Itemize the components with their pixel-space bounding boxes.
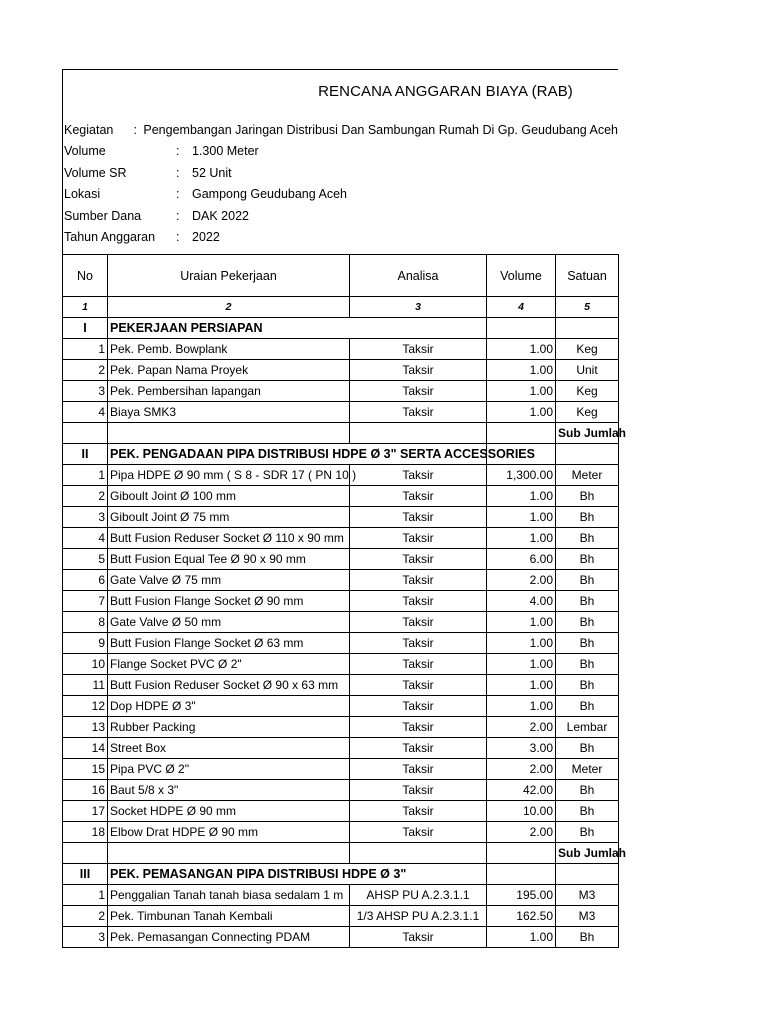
- item-analisa: Taksir: [350, 780, 487, 801]
- table-row: [63, 612, 619, 633]
- table-header: [63, 255, 619, 297]
- item-satuan: Bh: [556, 822, 619, 843]
- item-description: Elbow Drat HDPE Ø 90 mm: [108, 822, 350, 843]
- subtotal-cell: [63, 843, 108, 864]
- item-number: 13: [63, 717, 108, 738]
- item-satuan: Bh: [556, 780, 619, 801]
- meta-value: 52 Unit: [192, 165, 232, 180]
- table-row: [63, 570, 619, 591]
- item-satuan: Bh: [556, 696, 619, 717]
- section-cell: [556, 444, 619, 465]
- table-row: [63, 549, 619, 570]
- meta-row: [63, 141, 618, 163]
- item-satuan: Meter: [556, 465, 619, 486]
- item-volume: 1.00: [487, 339, 556, 360]
- item-volume: 1.00: [487, 486, 556, 507]
- table-row: [63, 402, 619, 423]
- item-description: Butt Fusion Reduser Socket Ø 110 x 90 mm: [108, 528, 350, 549]
- item-satuan: Bh: [556, 654, 619, 675]
- item-analisa: Taksir: [350, 822, 487, 843]
- item-analisa: Taksir: [350, 612, 487, 633]
- table-row: [63, 486, 619, 507]
- section-cell: [487, 864, 556, 885]
- item-volume: 1.00: [487, 696, 556, 717]
- item-volume: 10.00: [487, 801, 556, 822]
- item-number: 3: [63, 381, 108, 402]
- rab-sheet: [62, 69, 627, 948]
- item-analisa: Taksir: [350, 759, 487, 780]
- item-analisa: Taksir: [350, 570, 487, 591]
- subtotal-cell: [487, 423, 556, 444]
- table-row: [63, 465, 619, 486]
- item-description: Gate Valve Ø 75 mm: [108, 570, 350, 591]
- table-row: [63, 633, 619, 654]
- meta-key: Kegiatan: [64, 122, 114, 137]
- item-description: Dop HDPE Ø 3": [108, 696, 350, 717]
- item-description: Butt Fusion Equal Tee Ø 90 x 90 mm: [108, 549, 350, 570]
- item-volume: 2.00: [487, 570, 556, 591]
- item-number: 1: [63, 885, 108, 906]
- item-number: 2: [63, 360, 108, 381]
- item-volume: 1.00: [487, 402, 556, 423]
- item-satuan: Keg: [556, 381, 619, 402]
- item-satuan: Bh: [556, 591, 619, 612]
- item-satuan: Meter: [556, 759, 619, 780]
- item-number: 3: [63, 507, 108, 528]
- item-analisa: 1/3 AHSP PU A.2.3.1.1: [350, 906, 487, 927]
- item-description: Giboult Joint Ø 75 mm: [108, 507, 350, 528]
- item-satuan: Unit: [556, 360, 619, 381]
- meta-value: Pengembangan Jaringan Distribusi Dan Sambungan Rumah Di Gp. Geudubang Aceh: [143, 122, 618, 137]
- item-analisa: Taksir: [350, 654, 487, 675]
- table-row: [63, 885, 619, 906]
- item-volume: 1.00: [487, 654, 556, 675]
- item-description: Flange Socket PVC Ø 2": [108, 654, 350, 675]
- item-number: 6: [63, 570, 108, 591]
- item-analisa: Taksir: [350, 801, 487, 822]
- subtotal-cell: [63, 423, 108, 444]
- item-number: 15: [63, 759, 108, 780]
- item-description: Butt Fusion Flange Socket Ø 63 mm: [108, 633, 350, 654]
- item-volume: 1.00: [487, 927, 556, 948]
- subtotal-cell: [350, 423, 487, 444]
- item-volume: 1.00: [487, 612, 556, 633]
- item-satuan: Bh: [556, 801, 619, 822]
- item-number: 17: [63, 801, 108, 822]
- item-number: 18: [63, 822, 108, 843]
- table-row: [63, 381, 619, 402]
- item-number: 12: [63, 696, 108, 717]
- item-description: Street Box: [108, 738, 350, 759]
- meta-value: 2022: [192, 230, 220, 245]
- item-satuan: Bh: [556, 633, 619, 654]
- meta-row: [63, 184, 618, 206]
- section-title: PEKERJAAN PERSIAPAN: [108, 318, 350, 339]
- item-analisa: Taksir: [350, 696, 487, 717]
- item-volume: 2.00: [487, 717, 556, 738]
- item-satuan: Keg: [556, 402, 619, 423]
- section-title: PEK. PEMASANGAN PIPA DISTRIBUSI HDPE Ø 3": [108, 864, 350, 885]
- column-header: No: [63, 255, 108, 297]
- item-volume: 1.00: [487, 381, 556, 402]
- item-volume: 1,300.00: [487, 465, 556, 486]
- item-number: 9: [63, 633, 108, 654]
- item-description: Baut 5/8 x 3": [108, 780, 350, 801]
- column-number: 2: [108, 297, 350, 318]
- table-row: [63, 906, 619, 927]
- item-analisa: Taksir: [350, 360, 487, 381]
- meta-colon: :: [176, 208, 180, 223]
- item-analisa: Taksir: [350, 465, 487, 486]
- item-description: Butt Fusion Flange Socket Ø 90 mm: [108, 591, 350, 612]
- table-row: [63, 801, 619, 822]
- item-number: 2: [63, 486, 108, 507]
- item-satuan: Keg: [556, 339, 619, 360]
- table-row: [63, 738, 619, 759]
- meta-key: Tahun Anggaran: [64, 230, 156, 245]
- meta-block: [62, 112, 618, 254]
- table-row: [63, 759, 619, 780]
- section-cell: [556, 864, 619, 885]
- item-satuan: Bh: [556, 675, 619, 696]
- item-volume: 42.00: [487, 780, 556, 801]
- section-number: III: [63, 864, 108, 885]
- column-number: 4: [487, 297, 556, 318]
- table-row: [63, 675, 619, 696]
- item-description: Butt Fusion Reduser Socket Ø 90 x 63 mm: [108, 675, 350, 696]
- item-satuan: Bh: [556, 528, 619, 549]
- item-description: Giboult Joint Ø 100 mm: [108, 486, 350, 507]
- table-row: [63, 528, 619, 549]
- meta-colon: :: [176, 144, 180, 159]
- item-number: 8: [63, 612, 108, 633]
- item-analisa: Taksir: [350, 486, 487, 507]
- item-number: 2: [63, 906, 108, 927]
- subtotal-row: [63, 843, 619, 864]
- meta-row: [63, 119, 618, 141]
- item-analisa: AHSP PU A.2.3.1.1: [350, 885, 487, 906]
- item-satuan: M3: [556, 906, 619, 927]
- column-header: Uraian Pekerjaan: [108, 255, 350, 297]
- subtotal-cell: [350, 843, 487, 864]
- meta-value: 1.300 Meter: [192, 144, 259, 159]
- subtotal-label: Sub Jumlah: [558, 846, 627, 860]
- item-analisa: Taksir: [350, 717, 487, 738]
- subtotal-cell: [108, 843, 350, 864]
- column-number: 3: [350, 297, 487, 318]
- subtotal-cell: [108, 423, 350, 444]
- table-row: [63, 696, 619, 717]
- section-title: PEK. PENGADAAN PIPA DISTRIBUSI HDPE Ø 3" SERTA ACCESSORIES: [108, 444, 350, 465]
- item-volume: 195.00: [487, 885, 556, 906]
- meta-key: Volume SR: [64, 165, 127, 180]
- item-description: Pek. Pemb. Bowplank: [108, 339, 350, 360]
- item-description: Pek. Papan Nama Proyek: [108, 360, 350, 381]
- item-analisa: Taksir: [350, 591, 487, 612]
- section-row: [63, 318, 619, 339]
- column-number: 1: [63, 297, 108, 318]
- table-row: [63, 360, 619, 381]
- item-analisa: Taksir: [350, 339, 487, 360]
- meta-colon: :: [176, 230, 180, 245]
- item-description: Gate Valve Ø 50 mm: [108, 612, 350, 633]
- item-number: 14: [63, 738, 108, 759]
- item-number: 3: [63, 927, 108, 948]
- meta-key: Volume: [64, 144, 106, 159]
- item-description: Penggalian Tanah tanah biasa sedalam 1 m: [108, 885, 350, 906]
- item-satuan: M3: [556, 885, 619, 906]
- section-cell: [487, 318, 556, 339]
- table-row: [63, 717, 619, 738]
- column-number: 5: [556, 297, 619, 318]
- item-analisa: Taksir: [350, 528, 487, 549]
- item-number: 11: [63, 675, 108, 696]
- item-satuan: Bh: [556, 486, 619, 507]
- item-volume: 3.00: [487, 738, 556, 759]
- item-volume: 162.50: [487, 906, 556, 927]
- item-description: Pipa HDPE Ø 90 mm ( S 8 - SDR 17 ( PN 10 ): [108, 465, 350, 486]
- subtotal-row: [63, 423, 619, 444]
- table-row: [63, 591, 619, 612]
- meta-row: [63, 205, 618, 227]
- section-cell: [350, 318, 487, 339]
- section-row: [63, 444, 619, 465]
- meta-value: Gampong Geudubang Aceh: [192, 187, 347, 202]
- item-satuan: Bh: [556, 549, 619, 570]
- item-volume: 2.00: [487, 822, 556, 843]
- table-row: [63, 507, 619, 528]
- item-volume: 6.00: [487, 549, 556, 570]
- item-description: Rubber Packing: [108, 717, 350, 738]
- meta-value: DAK 2022: [192, 208, 249, 223]
- item-number: 4: [63, 528, 108, 549]
- item-volume: 2.00: [487, 759, 556, 780]
- section-number: II: [63, 444, 108, 465]
- item-volume: 1.00: [487, 360, 556, 381]
- item-volume: 1.00: [487, 675, 556, 696]
- item-number: 1: [63, 339, 108, 360]
- item-analisa: Taksir: [350, 549, 487, 570]
- column-header: Volume: [487, 255, 556, 297]
- item-analisa: Taksir: [350, 927, 487, 948]
- item-number: 1: [63, 465, 108, 486]
- table-row: [63, 927, 619, 948]
- section-number: I: [63, 318, 108, 339]
- item-analisa: Taksir: [350, 675, 487, 696]
- item-analisa: Taksir: [350, 381, 487, 402]
- item-analisa: Taksir: [350, 633, 487, 654]
- table-row: [63, 780, 619, 801]
- item-description: Biaya SMK3: [108, 402, 350, 423]
- item-satuan: Bh: [556, 738, 619, 759]
- table-row: [63, 654, 619, 675]
- item-number: 16: [63, 780, 108, 801]
- meta-key: Lokasi: [64, 187, 101, 202]
- column-header: Satuan: [556, 255, 619, 297]
- title-row: [62, 69, 618, 112]
- item-description: Pek. Pembersihan lapangan: [108, 381, 350, 402]
- table-row: [63, 339, 619, 360]
- item-satuan: Bh: [556, 927, 619, 948]
- subtotal-label: Sub Jumlah: [558, 426, 627, 440]
- item-description: Socket HDPE Ø 90 mm: [108, 801, 350, 822]
- item-volume: 4.00: [487, 591, 556, 612]
- column-number-row: [63, 297, 619, 318]
- meta-key: Sumber Dana: [64, 208, 142, 223]
- item-number: 4: [63, 402, 108, 423]
- meta-colon: :: [176, 165, 180, 180]
- item-analisa: Taksir: [350, 402, 487, 423]
- item-volume: 1.00: [487, 528, 556, 549]
- section-cell: [556, 318, 619, 339]
- item-satuan: Bh: [556, 507, 619, 528]
- meta-row: [63, 162, 618, 184]
- item-description: Pipa PVC Ø 2": [108, 759, 350, 780]
- section-row: [63, 864, 619, 885]
- meta-colon: :: [133, 122, 137, 137]
- item-analisa: Taksir: [350, 507, 487, 528]
- subtotal-cell: [487, 843, 556, 864]
- page-title: RENCANA ANGGARAN BIAYA (RAB): [318, 82, 573, 100]
- item-number: 10: [63, 654, 108, 675]
- meta-row: [63, 227, 618, 249]
- item-number: 5: [63, 549, 108, 570]
- item-satuan: Lembar: [556, 717, 619, 738]
- table-row: [63, 822, 619, 843]
- item-volume: 1.00: [487, 633, 556, 654]
- subtotal-cell: [556, 843, 627, 864]
- subtotal-cell: [556, 423, 627, 444]
- item-analisa: Taksir: [350, 738, 487, 759]
- item-description: Pek. Pemasangan Connecting PDAM: [108, 927, 350, 948]
- rab-table: [62, 254, 627, 948]
- column-header: Analisa: [350, 255, 487, 297]
- item-description: Pek. Timbunan Tanah Kembali: [108, 906, 350, 927]
- item-number: 7: [63, 591, 108, 612]
- item-volume: 1.00: [487, 507, 556, 528]
- meta-colon: :: [176, 187, 180, 202]
- item-satuan: Bh: [556, 612, 619, 633]
- item-satuan: Bh: [556, 570, 619, 591]
